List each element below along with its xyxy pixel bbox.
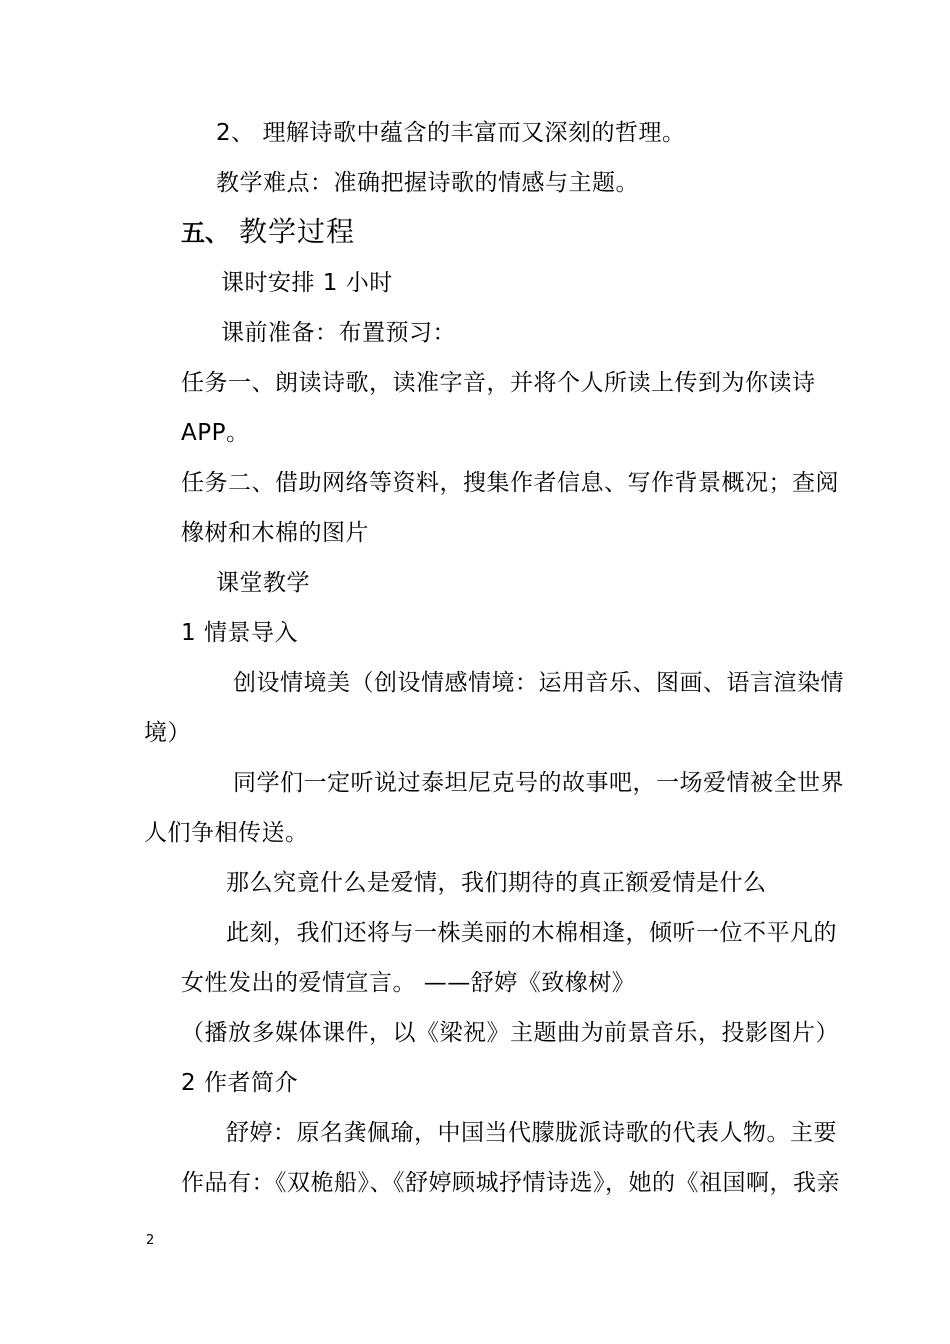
objective-line: 2、 理解诗歌中蕴含的丰富而又深刻的哲理。 <box>216 120 686 146</box>
class-teaching-label: 课堂教学 <box>216 570 310 596</box>
difficulty-line: 教学难点：准确把握诗歌的情感与主题。 <box>216 170 639 196</box>
task-one-line: 任务一、朗读诗歌，读准字音，并将个人所读上传到为你读诗 <box>181 370 816 396</box>
section-heading <box>181 214 355 254</box>
page-number: 2 <box>146 1233 155 1248</box>
paragraph-line: 那么究竟什么是爱情，我们期待的真正额爱情是什么 <box>226 870 767 896</box>
paragraph-line: 创设情境美（创设情感情境：运用音乐、图画、语言渲染情 <box>233 670 844 696</box>
paragraph-line: 境） <box>144 720 191 746</box>
paragraph-line: 作品有：《双桅船》、《舒婷顾城抒情诗选》，她的《祖国啊，我亲 <box>181 1170 840 1196</box>
section-title: 教学过程 <box>239 215 356 248</box>
paragraph-line: 此刻，我们还将与一株美丽的木棉相逢，倾听一位不平凡的 <box>226 920 837 946</box>
step-one-heading: 1 情景导入 <box>181 620 298 646</box>
task-one-cont: APP。 <box>181 420 250 446</box>
step-two-heading: 2 作者简介 <box>181 1070 298 1096</box>
paragraph-line: 舒婷：原名龚佩瑜，中国当代朦胧派诗歌的代表人物。主要 <box>226 1120 837 1146</box>
preparation-line: 课前准备：布置预习： <box>221 320 456 346</box>
paragraph-line: 女性发出的爱情宣言。 ——舒婷《致橡树》 <box>181 970 636 996</box>
section-number: 五、 <box>181 218 229 247</box>
task-two-line: 任务二、借助网络等资料，搜集作者信息、写作背景概况；查阅 <box>181 470 839 496</box>
paragraph-line: 人们争相传送。 <box>144 820 309 846</box>
schedule-line: 课时安排 1 小时 <box>221 270 393 296</box>
paragraph-line: （播放多媒体课件，以《梁祝》主题曲为前景音乐，投影图片） <box>181 1020 839 1046</box>
paragraph-line: 同学们一定听说过泰坦尼克号的故事吧，一场爱情被全世界 <box>233 770 844 796</box>
task-two-cont: 橡树和木棉的图片 <box>181 520 369 546</box>
